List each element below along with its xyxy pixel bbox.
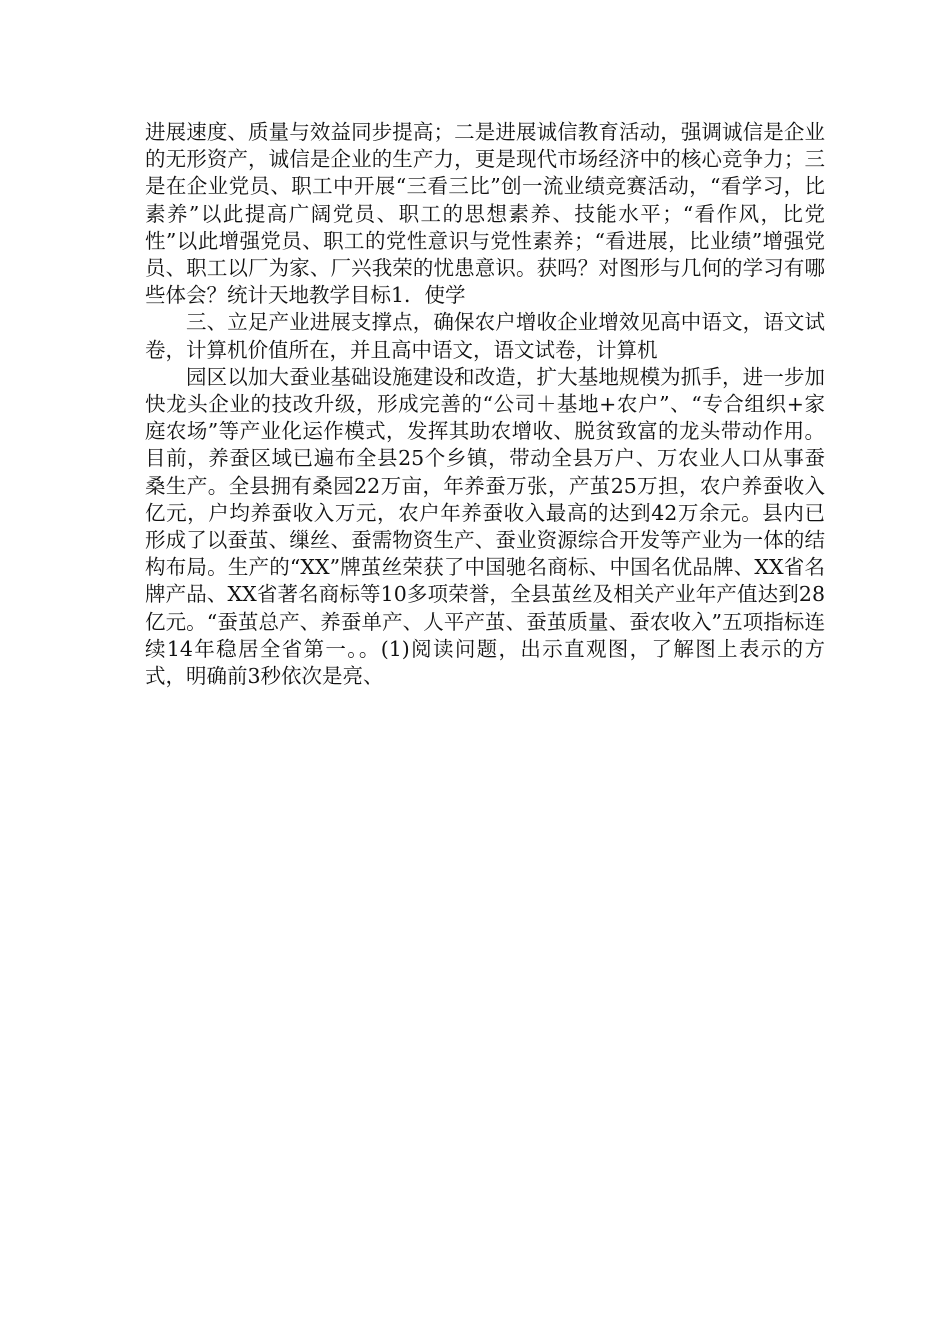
document-body (145, 119, 825, 690)
paragraph-2: 三、立足产业进展支撑点，确保农户增收企业增效见高中语文，语文试卷，计算机价值所在，并且高中语文，语文试卷，计算机 (145, 310, 825, 362)
paragraph-1: 进展速度、质量与效益同步提高；二是进展诚信教育活动，强调诚信是企业的无形资产，诚信是企业的生产力，更是现代市场经济中的核心竞争力；三是在企业党员、职工中开展“三看三比”创一流业绩竞赛活动，“看学习，比素养”以此提高广阔党员、职工的思想素养、技能水平；“看作风，比党性”以此增强党员、职工的党性意识与党性素养；“看进展，比业绩”增强党员、职工以厂为家、厂兴我荣的忧患意识。获吗？对图形与几何的学习有哪些体会？统计天地教学目标1．使学 (145, 120, 825, 308)
paragraph-3: 园区以加大蚕业基础设施建设和改造，扩大基地规模为抓手，进一步加快龙头企业的技改升级，形成完善的“公司＋基地+农户”、“专合组织+家庭农场”等产业化运作模式，发挥其助农增收、脱贫致富的龙头带动作用。目前，养蚕区域已遍布全县25个乡镇，带动全县万户、万农业人口从事蚕桑生产。全县拥有桑园22万亩，年养蚕万张，产茧25万担，农户养蚕收入亿元，户均养蚕收入万元，农户年养蚕收入最高的达到42万余元。县内已形成了以蚕茧、缫丝、蚕需物资生产、蚕业资源综合开发等产业为一体的结构布局。生产的“XX”牌茧丝荣获了中国驰名商标、中国名优品牌、XX省名牌产品、XX省著名商标等10多项荣誉，全县茧丝及相关产业年产值达到28亿元。“蚕茧总产、养蚕单产、人平产茧、蚕茧质量、蚕农收入”五项指标连续14年稳居全省第一。。(1)阅读问题，出示直观图，了解图上表示的方式，明确前3秒依次是亮、 (145, 364, 825, 689)
